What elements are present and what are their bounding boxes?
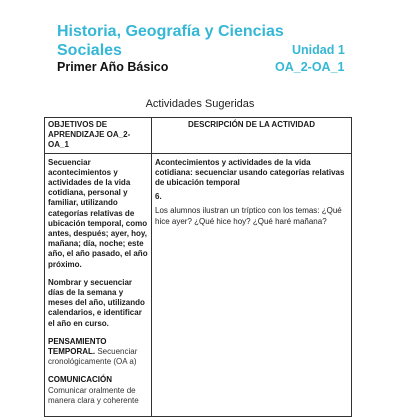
- activity-title: Acontecimientos y actividades de la vida cotidiana: secuenciar usando categorías relativas de ubicación temporal: [155, 157, 345, 188]
- activity-text: Los alumnos ilustran un tríptico con los temas: ¿Qué hice ayer? ¿Qué hice hoy? ¿Qué haré mañana?: [155, 206, 342, 226]
- objective-paragraph-2: Nombrar y secuenciar días de la semana y meses del año, utilizando calendarios, e identificar el año en curso.: [48, 277, 145, 328]
- objective-code: OA_2-OA_1: [275, 60, 345, 74]
- objectives-cell: [45, 153, 152, 416]
- communication-text: Comunicar oralmente de manera clara y coherente: [48, 385, 139, 405]
- temporal-thinking-label: PENSAMIENTO TEMPORAL.: [48, 336, 107, 357]
- objective-paragraph-1: Secuenciar acontecimientos y actividades de la vida cotidiana, personal y familiar, utilizando categorías relativas de ubicación temporal, como antes, después; ayer, hoy, mañana; día, noche; este año, el año pasado, el año próximo.: [48, 157, 148, 269]
- communication-label: COMUNICACIÓN: [48, 375, 112, 385]
- activities-table: [44, 117, 352, 417]
- grade-label: Primer Año Básico: [57, 60, 169, 74]
- unit-label: Unidad 1: [292, 43, 345, 57]
- objectives-column-header: OBJETIVOS DE APRENDIZAJE OA_2-OA_1: [45, 118, 152, 154]
- table-row: [45, 153, 352, 416]
- objective-paragraph-3: [48, 337, 148, 368]
- activity-number: 6.: [155, 192, 162, 202]
- subject-title: Historia, Geografía y Ciencias Sociales: [57, 23, 284, 59]
- description-column-header: DESCRIPCIÓN DE LA ACTIVIDAD: [152, 118, 352, 154]
- table-header-row: [45, 118, 352, 154]
- section-title: Actividades Sugeridas: [145, 98, 255, 110]
- activity-description-cell: [152, 153, 352, 416]
- temporal-thinking-text: Secuenciar cronológicamente (OA a): [48, 347, 138, 367]
- objective-paragraph-4: [48, 375, 148, 406]
